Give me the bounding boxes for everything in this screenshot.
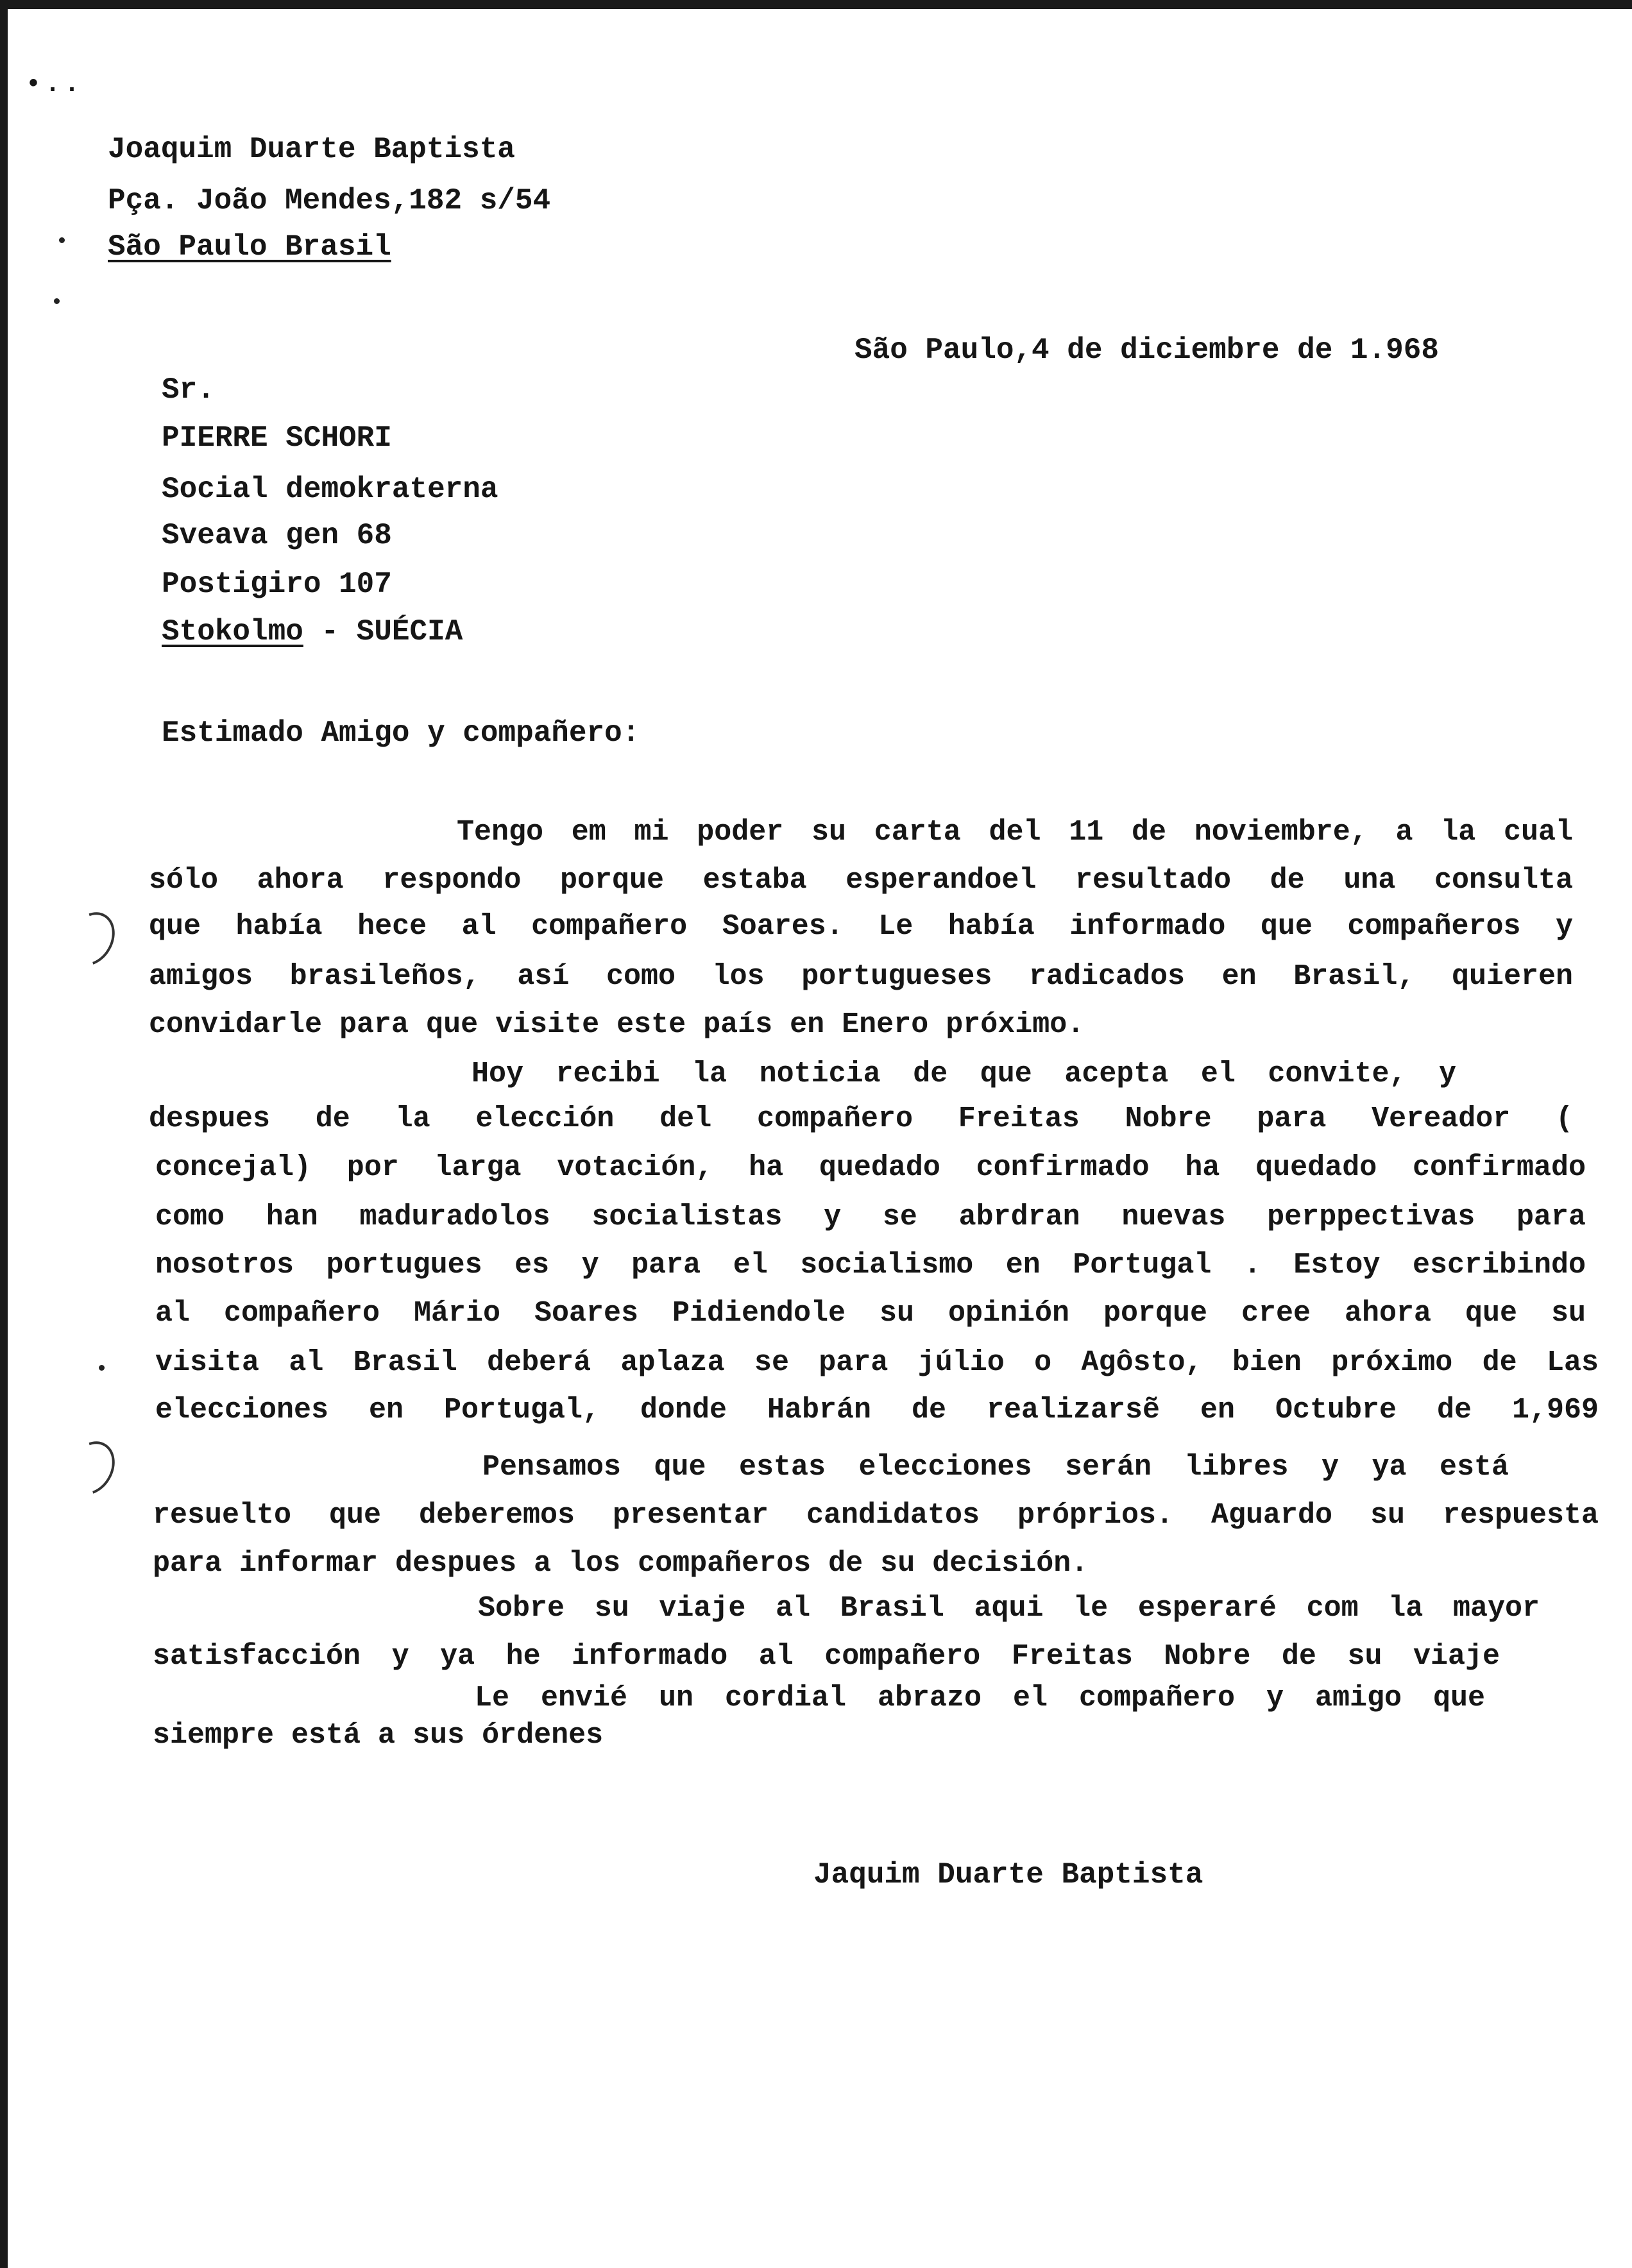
recipient-name: PIERRE SCHORI <box>162 421 392 455</box>
body-line: elecciones en Portugal, donde Habrán de realizarsẽ en Octubre de 1,969 <box>155 1394 1599 1426</box>
corner-mark: •.. <box>26 71 84 99</box>
body-line: resuelto que deberemos presentar candidatos próprios. Aguardo su respuesta <box>153 1499 1599 1532</box>
punch-hole-mark <box>58 904 124 974</box>
body-line: amigos brasileños, así como los portugueses radicados en Brasil, quieren <box>149 960 1573 993</box>
recipient-org: Social demokraterna <box>162 473 498 506</box>
body-line: despues de la elección del compañero Freitas Nobre para Vereador ( <box>149 1103 1573 1135</box>
body-line: siempre está a sus órdenes <box>153 1719 604 1752</box>
body-line: Hoy recibi la noticia de que acepta el convite, y <box>472 1058 1456 1090</box>
body-line: satisfacción y ya he informado al compañero Freitas Nobre de su viaje <box>153 1640 1500 1673</box>
body-line: concejal) por larga votación, ha quedado confirmado ha quedado confirmado <box>155 1151 1586 1184</box>
salutation: Estimado Amigo y compañero: <box>162 716 640 750</box>
body-line: Tengo em mi poder su carta del 11 de noviembre, a la cual <box>457 816 1573 849</box>
recipient-city-line <box>162 617 463 647</box>
sender-name: Joaquim Duarte Baptista <box>108 133 515 166</box>
scan-speck <box>59 237 65 243</box>
scan-speck <box>99 1365 105 1371</box>
recipient-country: SUÉCIA <box>356 615 463 648</box>
recipient-city: Stokolmo <box>162 615 303 648</box>
letter-date: São Paulo,4 de diciembre de 1.968 <box>854 334 1439 367</box>
body-line: Le envié un cordial abrazo el compañero y amigo que <box>475 1682 1485 1714</box>
body-line: Sobre su viaje al Brasil aqui le esperaré com la mayor <box>478 1592 1540 1625</box>
body-line: al compañero Mário Soares Pidiendole su opinión porque cree ahora que su <box>155 1297 1586 1330</box>
body-line: Pensamos que estas elecciones serán libres y ya está <box>482 1451 1509 1484</box>
recipient-separator: - <box>303 615 357 648</box>
body-line: que había hece al compañero Soares. Le había informado que compañeros y <box>149 910 1573 943</box>
scan-border-left <box>0 0 8 2268</box>
sender-city: São Paulo Brasil <box>108 230 391 264</box>
body-line: sólo ahora respondo porque estaba esperandoel resultado de una consulta <box>149 864 1573 897</box>
body-line: como han maduradolos socialistas y se abrdran nuevas perppectivas para <box>155 1201 1586 1233</box>
recipient-title: Sr. <box>162 373 215 407</box>
recipient-street: Sveava gen 68 <box>162 519 392 552</box>
sender-address: Pça. João Mendes,182 s/54 <box>108 184 551 217</box>
scan-border-top <box>0 0 1632 9</box>
body-line: nosotros portugues es y para el socialismo en Portugal . Estoy escribindo <box>155 1249 1586 1282</box>
body-line: visita al Brasil deberá aplaza se para júlio o Agôsto, bien próximo de Las <box>155 1346 1599 1379</box>
scan-speck <box>54 298 60 304</box>
recipient-box: Postigiro 107 <box>162 568 392 601</box>
signature: Jaquim Duarte Baptista <box>813 1858 1203 1891</box>
body-line: para informar despues a los compañeros de su decisión. <box>153 1547 1089 1580</box>
punch-hole-mark <box>58 1433 124 1503</box>
body-line: convidarle para que visite este país en Enero próximo. <box>149 1008 1085 1041</box>
